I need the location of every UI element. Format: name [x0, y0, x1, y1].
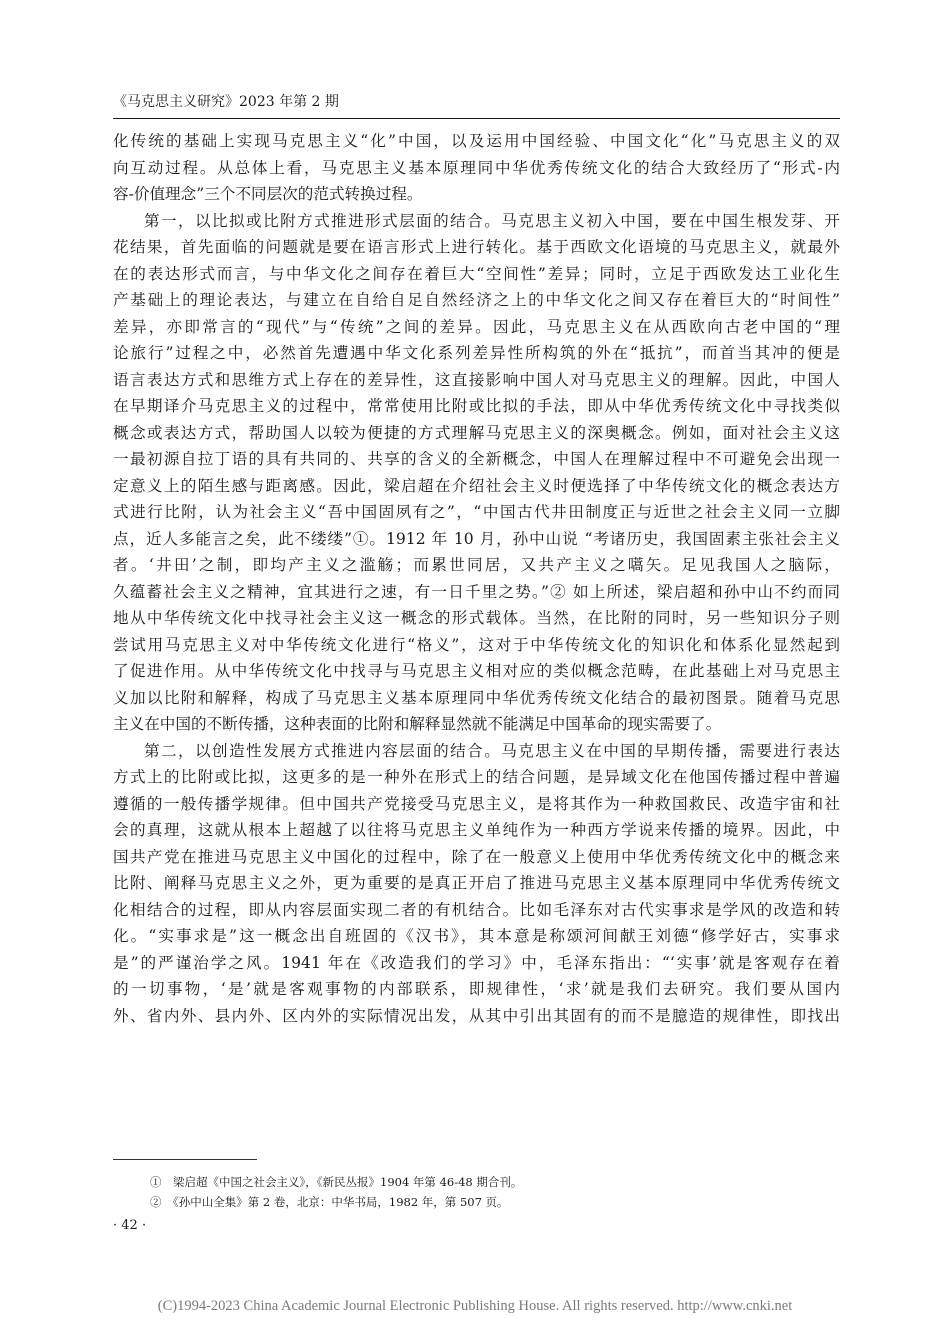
- body-line: 化。“实事求是”这一概念出自班固的《汉书》，其本意是称颂河间献王刘德“修学好古，实事求: [113, 927, 840, 945]
- body-line: 是”的严谨治学之风。1941 年在《改造我们的学习》中，毛泽东指出：“‘实事’就是客观存在着: [113, 953, 840, 972]
- body-line: 向互动过程。从总体上看，马克思主义基本原理同中华优秀传统文化的结合大致经历了“形式-内: [113, 158, 840, 177]
- body-line: 在的表达形式而言，与中华文化之间存在着巨大“空间性”差异；同时，立足于西欧发达工业化生: [113, 264, 840, 283]
- body-text: [113, 128, 840, 1029]
- footnote-1: ① 梁启超《中国之社会主义》，《新民丛报》1904 年第 46-48 期合刊。: [150, 1175, 523, 1189]
- body-line: 第二，以创造性发展方式推进内容层面的结合。马克思主义在中国的早期传播，需要进行表达: [144, 741, 840, 760]
- body-line: 者。‘井田’之制，即均产主义之滥觞；而累世同居，又共产主义之嚆矢。足见我国人之脑际，: [113, 556, 840, 574]
- page-number: · 42 ·: [113, 1218, 147, 1233]
- copyright-notice: (C)1994-2023 China Academic Journal Electronic Publishing House. All rights reserved. http://www.cnki.net: [157, 1298, 793, 1314]
- footnote-2: ② 《孙中山全集》第 2 卷，北京：中华书局，1982 年，第 507 页。: [150, 1195, 509, 1209]
- body-line: 论旅行”过程之中，必然首先遭遇中华文化系列差异性所构筑的外在“抵抗”，而首当其冲的便是: [113, 344, 840, 362]
- body-line: 花结果，首先面临的问题就是要在语言形式上进行转化。基于西欧文化语境的马克思主义，就最外: [113, 238, 840, 256]
- body-line: 国共产党在推进马克思主义中国化的过程中，除了在一般意义上使用中华优秀传统文化中的概念来: [113, 847, 840, 866]
- body-line: 的一切事物，‘是’就是客观事物的内部联系，即规律性，‘求’就是我们去研究。我们要从国内: [113, 980, 840, 998]
- body-line: 尝试用马克思主义对中华传统文化进行“格义”，这对于中华传统文化的知识化和体系化显然起到: [113, 635, 840, 654]
- body-line: 式进行比附，认为社会主义“吾中国固夙有之”，“中国古代井田制度正与近世之社会主义同一立脚: [113, 503, 840, 521]
- body-line: 会的真理，这就从根本上超越了以往将马克思主义单纯作为一种西方学说来传播的境界。因此，中: [113, 821, 840, 839]
- body-line: 容-价值理念”三个不同层次的范式转换过程。: [113, 185, 423, 203]
- journal-header: 《马克思主义研究》2023 年第 2 期: [113, 94, 339, 110]
- body-line: 地从中华传统文化中找寻社会主义这一概念的形式载体。当然，在比附的同时，另一些知识分子则: [113, 609, 840, 627]
- body-line: 主义在中国的不断传播，这种表面的比附和解释显然就不能满足中国革命的现实需要了。: [113, 715, 722, 733]
- body-line: 遵循的一般传播学规律。但中国共产党接受马克思主义，是将其作为一种救国救民、改造宇宙和社: [113, 794, 840, 813]
- body-line: 化传统的基础上实现马克思主义“化”中国，以及运用中国经验、中国文化“化”马克思主义的双: [113, 132, 840, 150]
- body-line: 一最初源自拉丁语的具有共同的、共享的含义的全新概念，中国人在理解过程中不可避免会出现一: [113, 450, 840, 468]
- body-line: 点，近人多能言之矣，此不缕缕”①。1912 年 10 月，孙中山说 “考诸历史，我国固素主张社会主义: [113, 529, 840, 548]
- header-rule: [113, 118, 840, 119]
- body-line: 概念或表达方式，帮助国人以较为便捷的方式理解马克思主义的深奥概念。例如，面对社会主义这: [113, 423, 840, 442]
- body-line: 方式上的比附或比拟，这更多的是一种外在形式上的结合问题，是异域文化在他国传播过程中普遍: [113, 768, 840, 786]
- body-line: 比附、阐释马克思主义之外，更为重要的是真正开启了推进马克思主义基本原理同中华优秀传统文: [113, 874, 840, 892]
- body-line: 久蕴蓄社会主义之精神，宜其进行之速，有一日千里之势。”② 如上所述，梁启超和孙中山不约而同: [113, 582, 840, 601]
- body-line: 在早期译介马克思主义的过程中，常常使用比附或比拟的手法，即从中华优秀传统文化中寻找类似: [113, 397, 840, 415]
- body-line: 外、省内外、县内外、区内外的实际情况出发，从其中引出其固有的而不是臆造的规律性，即找出: [113, 1006, 840, 1025]
- body-line: 了促进作用。从中华传统文化中找寻与马克思主义相对应的类似概念范畴，在此基础上对马克思主: [113, 662, 840, 680]
- body-line: 产基础上的理论表达，与建立在自给自足自然经济之上的中华文化之间又存在着巨大的“时间性”: [113, 291, 840, 309]
- body-line: 定意义上的陌生感与距离感。因此，梁启超在介绍社会主义时便选择了中华传统文化的概念表达方: [113, 476, 840, 495]
- body-line: 义加以比附和解释，构成了马克思主义基本原理同中华优秀传统文化结合的最初图景。随着马克思: [113, 688, 840, 707]
- body-line: 化相结合的过程，即从内容层面实现二者的有机结合。比如毛泽东对古代实事求是学风的改造和转: [113, 900, 840, 919]
- body-line: 差异，亦即常言的“现代”与“传统”之间的差异。因此，马克思主义在从西欧向古老中国的“理: [113, 317, 840, 336]
- body-line: 第一，以比拟或比附方式推进形式层面的结合。马克思主义初入中国，要在中国生根发芽、开: [144, 211, 840, 230]
- body-line: 语言表达方式和思维方式上存在的差异性，这直接影响中国人对马克思主义的理解。因此，中国人: [113, 370, 840, 389]
- footnote-rule: [113, 1159, 257, 1160]
- footnotes: [150, 1172, 522, 1212]
